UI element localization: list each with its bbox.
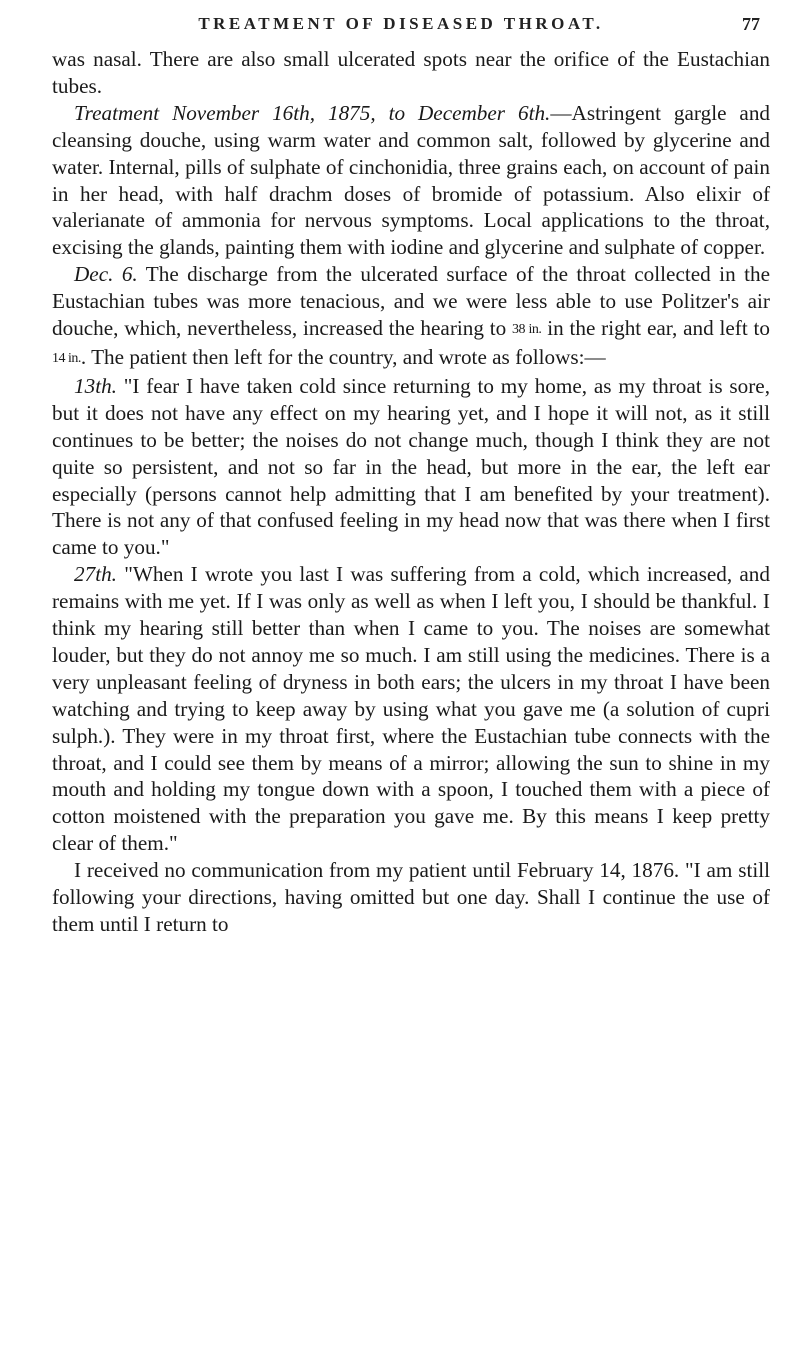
letter-13th-text: "I fear I have taken cold since returning to my home, as my throat is sore, but it does not have any effect on my hearing yet, and I hope it will not, as it still continues to be better; the noises do not change much, though I think they are not quite so persistent, and not so far in the head, but more in the ear, the left ear especially (persons cannot help admitting that I am benefited by your treatment). There is not any of that confused feeling in my head now that was there when I first came to you." [52, 373, 770, 560]
dec-6-text-c: . The patient then left for the country, and wrote as follows:— [80, 344, 606, 369]
letter-27th-text: "When I wrote you last I was suffering from a cold, which increased, and remains with me yet. If I was only as well as when I left you, I should be thankful. I think my hearing still better than when I came to you. The noises are somewhat louder, but they do not annoy me so much. I am still using the medicines. There is a very unpleasant feeling of dryness in both ears; the ulcers in my throat I have been watching and trying to keep away by using what you gave me (a solution of cupri sulph.). They were in my throat first, where the Eustachian tube connects with the throat, and I could see them by means of a mirror; allowing the sun to shine in my mouth and holding my tongue down with a spoon, I touched them with a piece of cotton moistened with the preparation you gave me. By this means I keep pretty clear of them." [52, 562, 770, 856]
paragraph-dec-6 [52, 261, 770, 373]
treatment-heading: Treatment November 16th, 1875, to December 6th. [74, 100, 551, 125]
dec-6-heading: Dec. 6. [74, 262, 138, 287]
paragraph-13th-letter [52, 373, 770, 561]
page-number: 77 [742, 14, 760, 34]
paragraph-1 [52, 46, 770, 100]
paragraph-treatment [52, 100, 770, 261]
dec-6-text-b: in the right ear, and left to [541, 316, 770, 341]
running-head-title: TREATMENT OF DISEASED THROAT. [198, 14, 604, 33]
dec-6-text-a: The discharge from the ulcerated surface of the throat collected in the Eustachian tubes was more tenacious, and we were less able to use Politzer's air douche, which, nevertheless, increased the hearing to [52, 262, 770, 341]
hearing-left-fraction: 14 in. [52, 350, 81, 366]
paragraph-final [52, 857, 770, 938]
body-text [52, 46, 770, 938]
treatment-text: —Astringent gargle and cleansing douche, using warm water and common salt, followed by glycerine and water. Internal, pills of sulphate of cinchonidia, three grains each, on account of pain in her head, with half drachm doses of bromide of potassium. Also elixir of valerianate of ammonia for nervous symptoms. Local applications to the throat, excising the glands, painting them with iodine and glycerine and sulphate of copper. [52, 100, 771, 260]
running-head [52, 4, 770, 44]
final-paragraph-text: I received no communication from my patient until February 14, 1876. "I am still following your directions, having omitted but one day. Shall I continue the use of them until I return to [52, 858, 770, 936]
paragraph-27th-letter [52, 561, 770, 857]
hearing-right-fraction: 38 in. [512, 322, 542, 338]
paragraph-1-text: was nasal. There are also small ulcerated spots near the orifice of the Eustachian tubes. [52, 47, 770, 98]
letter-13th-heading: 13th. [74, 373, 117, 398]
letter-27th-heading: 27th. [74, 562, 117, 587]
